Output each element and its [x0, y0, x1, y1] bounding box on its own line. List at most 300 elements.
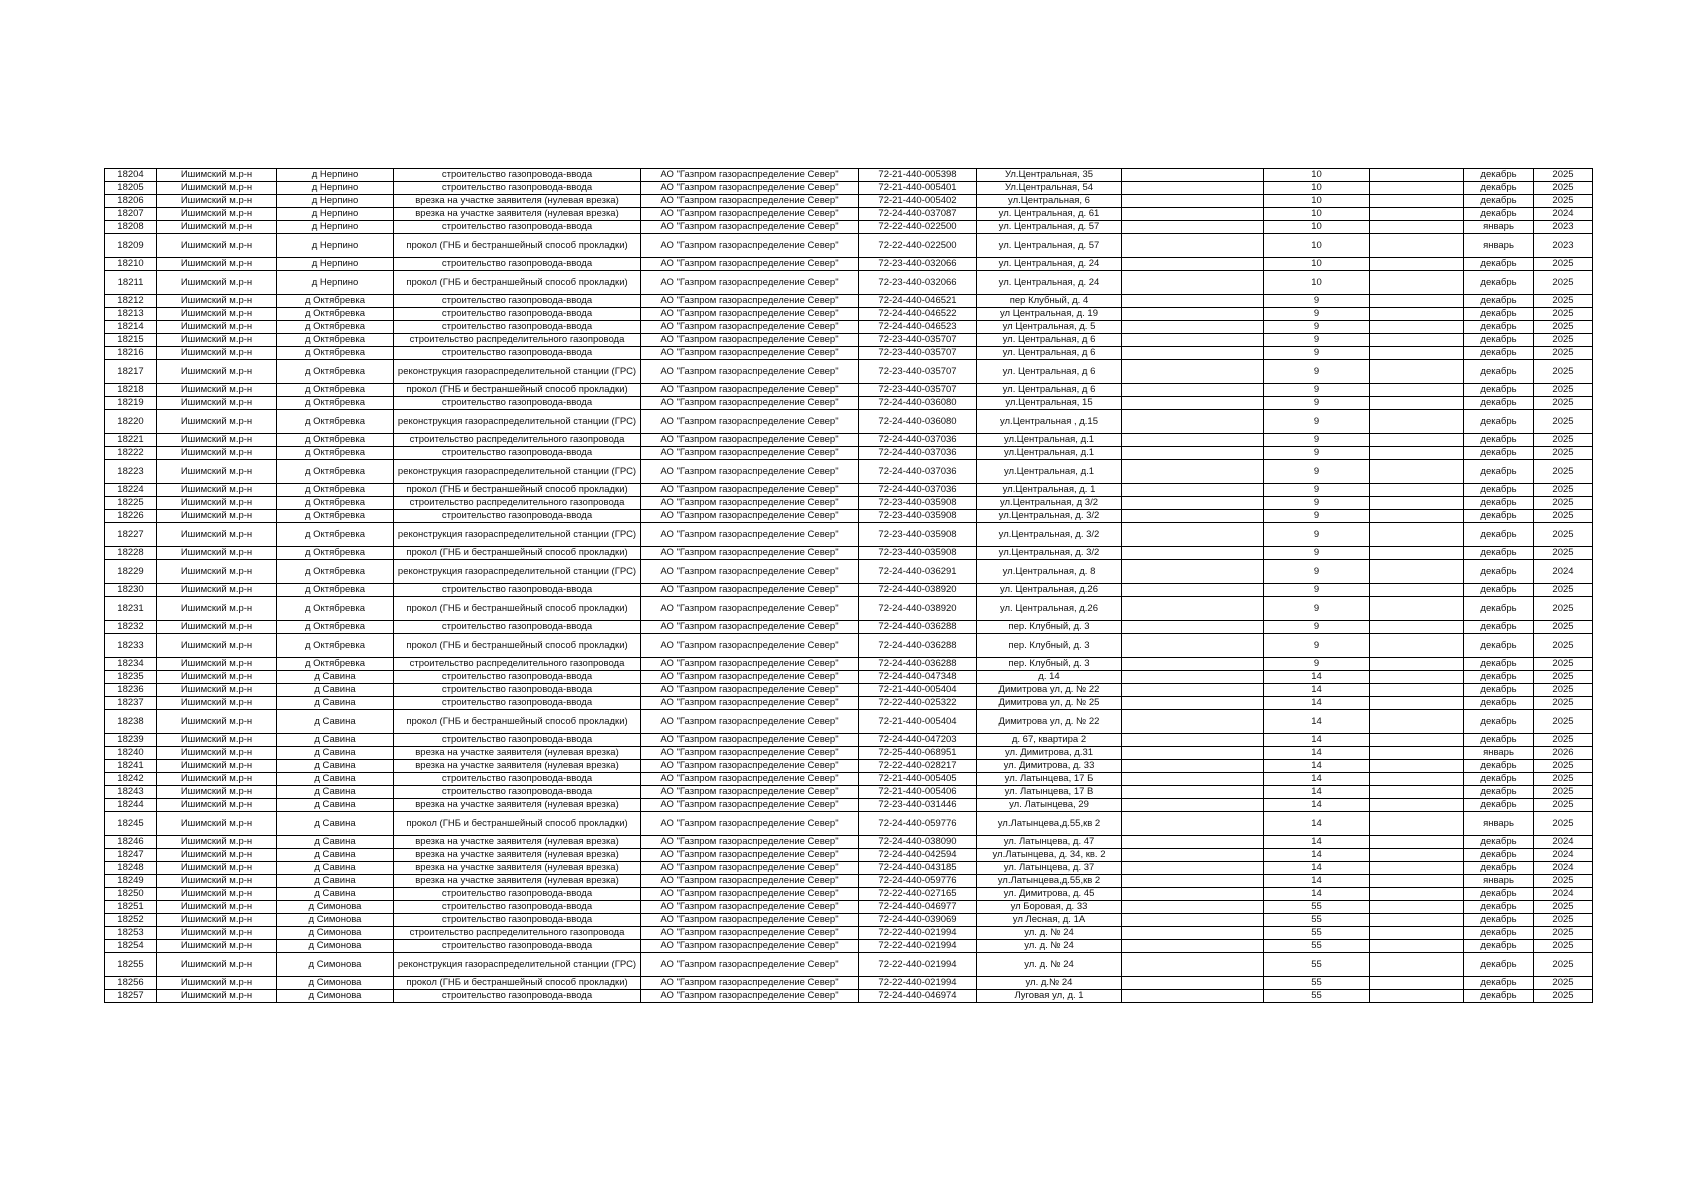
- organization-cell: АО "Газпром газораспределение Север": [641, 397, 859, 410]
- empty-cell: [1370, 786, 1464, 799]
- settlement-cell: д Савина: [277, 747, 394, 760]
- work-type-cell: строительство газопровода-ввода: [394, 697, 641, 710]
- empty-cell: [1370, 221, 1464, 234]
- year-cell: 2025: [1534, 812, 1593, 836]
- address-cell: ул.Латынцева,д.55,кв 2: [977, 875, 1122, 888]
- table-row: [105, 634, 1593, 658]
- settlement-cell: д Октябревка: [277, 634, 394, 658]
- organization-cell: АО "Газпром газораспределение Север": [641, 773, 859, 786]
- application-code-cell: 72-22-440-028217: [859, 760, 977, 773]
- organization-cell: АО "Газпром газораспределение Север": [641, 234, 859, 258]
- value-cell: 14: [1264, 747, 1370, 760]
- value-cell: 9: [1264, 334, 1370, 347]
- application-code-cell: 72-23-440-035908: [859, 497, 977, 510]
- empty-cell: [1370, 497, 1464, 510]
- organization-cell: АО "Газпром газораспределение Север": [641, 258, 859, 271]
- district-cell: Ишимский м.р-н: [157, 258, 277, 271]
- work-type-cell: строительство газопровода-ввода: [394, 773, 641, 786]
- empty-cell: [1370, 360, 1464, 384]
- month-cell: декабрь: [1464, 888, 1534, 901]
- month-cell: декабрь: [1464, 321, 1534, 334]
- empty-cell: [1370, 836, 1464, 849]
- empty-cell: [1122, 195, 1264, 208]
- application-code-cell: 72-21-440-005406: [859, 786, 977, 799]
- empty-cell: [1122, 597, 1264, 621]
- row-number-cell: 18236: [105, 684, 157, 697]
- empty-cell: [1370, 560, 1464, 584]
- settlement-cell: д Октябревка: [277, 658, 394, 671]
- work-type-cell: строительство газопровода-ввода: [394, 990, 641, 1003]
- application-code-cell: 72-24-440-039069: [859, 914, 977, 927]
- row-number-cell: 18217: [105, 360, 157, 384]
- year-cell: 2025: [1534, 990, 1593, 1003]
- value-cell: 9: [1264, 397, 1370, 410]
- year-cell: 2024: [1534, 836, 1593, 849]
- row-number-cell: 18207: [105, 208, 157, 221]
- empty-cell: [1370, 584, 1464, 597]
- empty-cell: [1370, 321, 1464, 334]
- empty-cell: [1370, 940, 1464, 953]
- value-cell: 10: [1264, 234, 1370, 258]
- application-code-cell: 72-23-440-035707: [859, 360, 977, 384]
- table-row: [105, 684, 1593, 697]
- row-number-cell: 18245: [105, 812, 157, 836]
- address-cell: Луговая ул, д. 1: [977, 990, 1122, 1003]
- row-number-cell: 18209: [105, 234, 157, 258]
- month-cell: декабрь: [1464, 434, 1534, 447]
- empty-cell: [1370, 747, 1464, 760]
- empty-cell: [1370, 410, 1464, 434]
- year-cell: 2025: [1534, 308, 1593, 321]
- work-type-cell: строительство распределительного газопровода: [394, 334, 641, 347]
- organization-cell: АО "Газпром газораспределение Север": [641, 862, 859, 875]
- settlement-cell: д Савина: [277, 786, 394, 799]
- district-cell: Ишимский м.р-н: [157, 434, 277, 447]
- value-cell: 9: [1264, 308, 1370, 321]
- application-code-cell: 72-24-440-037087: [859, 208, 977, 221]
- year-cell: 2025: [1534, 484, 1593, 497]
- work-type-cell: прокол (ГНБ и бестраншейный способ прокладки): [394, 710, 641, 734]
- settlement-cell: д Октябревка: [277, 497, 394, 510]
- organization-cell: АО "Газпром газораспределение Север": [641, 347, 859, 360]
- empty-cell: [1122, 799, 1264, 812]
- month-cell: декабрь: [1464, 658, 1534, 671]
- district-cell: Ишимский м.р-н: [157, 697, 277, 710]
- table-row: [105, 862, 1593, 875]
- empty-cell: [1370, 953, 1464, 977]
- work-type-cell: строительство газопровода-ввода: [394, 621, 641, 634]
- settlement-cell: д Симонова: [277, 953, 394, 977]
- year-cell: 2025: [1534, 697, 1593, 710]
- month-cell: январь: [1464, 747, 1534, 760]
- settlement-cell: д Нерпино: [277, 169, 394, 182]
- year-cell: 2025: [1534, 875, 1593, 888]
- organization-cell: АО "Газпром газораспределение Север": [641, 621, 859, 634]
- table-row: [105, 812, 1593, 836]
- district-cell: Ишимский м.р-н: [157, 812, 277, 836]
- organization-cell: АО "Газпром газораспределение Север": [641, 786, 859, 799]
- empty-cell: [1122, 914, 1264, 927]
- empty-cell: [1370, 901, 1464, 914]
- year-cell: 2025: [1534, 658, 1593, 671]
- address-cell: Димитрова ул, д. № 22: [977, 710, 1122, 734]
- organization-cell: АО "Газпром газораспределение Север": [641, 360, 859, 384]
- table-row: [105, 990, 1593, 1003]
- value-cell: 10: [1264, 258, 1370, 271]
- empty-cell: [1122, 434, 1264, 447]
- empty-cell: [1370, 334, 1464, 347]
- row-number-cell: 18206: [105, 195, 157, 208]
- organization-cell: АО "Газпром газораспределение Север": [641, 875, 859, 888]
- district-cell: Ишимский м.р-н: [157, 460, 277, 484]
- organization-cell: АО "Газпром газораспределение Север": [641, 697, 859, 710]
- application-code-cell: 72-21-440-005404: [859, 710, 977, 734]
- row-number-cell: 18257: [105, 990, 157, 1003]
- table-row: [105, 434, 1593, 447]
- table-row: [105, 510, 1593, 523]
- settlement-cell: д Симонова: [277, 914, 394, 927]
- year-cell: 2025: [1534, 597, 1593, 621]
- year-cell: 2025: [1534, 684, 1593, 697]
- year-cell: 2025: [1534, 258, 1593, 271]
- application-code-cell: 72-24-440-037036: [859, 447, 977, 460]
- empty-cell: [1122, 234, 1264, 258]
- table-row: [105, 447, 1593, 460]
- address-cell: пер. Клубный, д. 3: [977, 634, 1122, 658]
- organization-cell: АО "Газпром газораспределение Север": [641, 221, 859, 234]
- address-cell: ул. Центральная, д.26: [977, 584, 1122, 597]
- year-cell: 2025: [1534, 295, 1593, 308]
- work-type-cell: строительство газопровода-ввода: [394, 888, 641, 901]
- year-cell: 2025: [1534, 710, 1593, 734]
- work-type-cell: строительство газопровода-ввода: [394, 901, 641, 914]
- row-number-cell: 18226: [105, 510, 157, 523]
- organization-cell: АО "Газпром газораспределение Север": [641, 308, 859, 321]
- settlement-cell: д Октябревка: [277, 584, 394, 597]
- month-cell: декабрь: [1464, 258, 1534, 271]
- row-number-cell: 18237: [105, 697, 157, 710]
- value-cell: 55: [1264, 927, 1370, 940]
- settlement-cell: д Нерпино: [277, 258, 394, 271]
- value-cell: 55: [1264, 953, 1370, 977]
- work-type-cell: реконструкция газораспределительной станции (ГРС): [394, 560, 641, 584]
- address-cell: ул. д. № 24: [977, 940, 1122, 953]
- address-cell: ул. Центральная, д. 57: [977, 234, 1122, 258]
- work-type-cell: прокол (ГНБ и бестраншейный способ прокладки): [394, 597, 641, 621]
- value-cell: 10: [1264, 208, 1370, 221]
- year-cell: 2025: [1534, 384, 1593, 397]
- value-cell: 9: [1264, 560, 1370, 584]
- year-cell: 2025: [1534, 953, 1593, 977]
- table-row: [105, 308, 1593, 321]
- empty-cell: [1122, 497, 1264, 510]
- district-cell: Ишимский м.р-н: [157, 384, 277, 397]
- empty-cell: [1122, 812, 1264, 836]
- application-code-cell: 72-24-440-036080: [859, 397, 977, 410]
- row-number-cell: 18215: [105, 334, 157, 347]
- settlement-cell: д Октябревка: [277, 360, 394, 384]
- application-code-cell: 72-24-440-038920: [859, 597, 977, 621]
- settlement-cell: д Октябревка: [277, 295, 394, 308]
- settlement-cell: д Октябревка: [277, 621, 394, 634]
- address-cell: ул. Центральная, д 6: [977, 347, 1122, 360]
- organization-cell: АО "Газпром газораспределение Север": [641, 927, 859, 940]
- district-cell: Ишимский м.р-н: [157, 862, 277, 875]
- value-cell: 14: [1264, 760, 1370, 773]
- value-cell: 14: [1264, 888, 1370, 901]
- organization-cell: АО "Газпром газораспределение Север": [641, 940, 859, 953]
- month-cell: декабрь: [1464, 597, 1534, 621]
- work-type-cell: врезка на участке заявителя (нулевая врезка): [394, 836, 641, 849]
- work-type-cell: врезка на участке заявителя (нулевая врезка): [394, 862, 641, 875]
- settlement-cell: д Савина: [277, 684, 394, 697]
- value-cell: 9: [1264, 597, 1370, 621]
- application-code-cell: 72-21-440-005405: [859, 773, 977, 786]
- empty-cell: [1122, 584, 1264, 597]
- organization-cell: АО "Газпром газораспределение Север": [641, 584, 859, 597]
- application-code-cell: 72-21-440-005398: [859, 169, 977, 182]
- settlement-cell: д Савина: [277, 697, 394, 710]
- row-number-cell: 18219: [105, 397, 157, 410]
- row-number-cell: 18255: [105, 953, 157, 977]
- year-cell: 2025: [1534, 510, 1593, 523]
- month-cell: декабрь: [1464, 295, 1534, 308]
- empty-cell: [1370, 484, 1464, 497]
- empty-cell: [1370, 990, 1464, 1003]
- empty-cell: [1122, 760, 1264, 773]
- application-code-cell: 72-24-440-036288: [859, 658, 977, 671]
- year-cell: 2025: [1534, 523, 1593, 547]
- table-row: [105, 497, 1593, 510]
- district-cell: Ишимский м.р-н: [157, 747, 277, 760]
- value-cell: 55: [1264, 914, 1370, 927]
- month-cell: январь: [1464, 812, 1534, 836]
- value-cell: 9: [1264, 510, 1370, 523]
- application-code-cell: 72-24-440-046521: [859, 295, 977, 308]
- organization-cell: АО "Газпром газораспределение Север": [641, 597, 859, 621]
- application-code-cell: 72-24-440-036288: [859, 634, 977, 658]
- year-cell: 2025: [1534, 760, 1593, 773]
- district-cell: Ишимский м.р-н: [157, 497, 277, 510]
- year-cell: 2025: [1534, 497, 1593, 510]
- table-row: [105, 621, 1593, 634]
- value-cell: 14: [1264, 836, 1370, 849]
- year-cell: 2025: [1534, 977, 1593, 990]
- month-cell: декабрь: [1464, 484, 1534, 497]
- row-number-cell: 18214: [105, 321, 157, 334]
- value-cell: 9: [1264, 658, 1370, 671]
- value-cell: 14: [1264, 786, 1370, 799]
- district-cell: Ишимский м.р-н: [157, 334, 277, 347]
- table-row: [105, 560, 1593, 584]
- address-cell: ул.Латынцева,д.55,кв 2: [977, 812, 1122, 836]
- work-type-cell: строительство газопровода-ввода: [394, 914, 641, 927]
- row-number-cell: 18212: [105, 295, 157, 308]
- empty-cell: [1122, 547, 1264, 560]
- address-cell: пер. Клубный, д. 3: [977, 658, 1122, 671]
- row-number-cell: 18204: [105, 169, 157, 182]
- address-cell: ул.Центральная, д. 3/2: [977, 547, 1122, 560]
- district-cell: Ишимский м.р-н: [157, 547, 277, 560]
- address-cell: ул. Димитрова, д.31: [977, 747, 1122, 760]
- empty-cell: [1370, 773, 1464, 786]
- table-row: [105, 977, 1593, 990]
- empty-cell: [1122, 734, 1264, 747]
- row-number-cell: 18251: [105, 901, 157, 914]
- application-code-cell: 72-21-440-005401: [859, 182, 977, 195]
- organization-cell: АО "Газпром газораспределение Север": [641, 497, 859, 510]
- address-cell: Ул.Центральная, 35: [977, 169, 1122, 182]
- empty-cell: [1370, 447, 1464, 460]
- row-number-cell: 18211: [105, 271, 157, 295]
- district-cell: Ишимский м.р-н: [157, 875, 277, 888]
- year-cell: 2025: [1534, 940, 1593, 953]
- table-row: [105, 584, 1593, 597]
- year-cell: 2025: [1534, 786, 1593, 799]
- district-cell: Ишимский м.р-н: [157, 484, 277, 497]
- table-row: [105, 710, 1593, 734]
- empty-cell: [1122, 308, 1264, 321]
- year-cell: 2025: [1534, 347, 1593, 360]
- value-cell: 10: [1264, 271, 1370, 295]
- year-cell: 2023: [1534, 221, 1593, 234]
- empty-cell: [1122, 321, 1264, 334]
- row-number-cell: 18210: [105, 258, 157, 271]
- month-cell: декабрь: [1464, 584, 1534, 597]
- year-cell: 2025: [1534, 182, 1593, 195]
- empty-cell: [1122, 684, 1264, 697]
- month-cell: декабрь: [1464, 560, 1534, 584]
- value-cell: 9: [1264, 547, 1370, 560]
- work-type-cell: прокол (ГНБ и бестраншейный способ прокладки): [394, 634, 641, 658]
- table-row: [105, 734, 1593, 747]
- row-number-cell: 18253: [105, 927, 157, 940]
- organization-cell: АО "Газпром газораспределение Север": [641, 460, 859, 484]
- application-code-cell: 72-24-440-038090: [859, 836, 977, 849]
- row-number-cell: 18240: [105, 747, 157, 760]
- district-cell: Ишимский м.р-н: [157, 221, 277, 234]
- value-cell: 14: [1264, 671, 1370, 684]
- value-cell: 10: [1264, 221, 1370, 234]
- month-cell: декабрь: [1464, 510, 1534, 523]
- settlement-cell: д Симонова: [277, 927, 394, 940]
- settlement-cell: д Октябревка: [277, 460, 394, 484]
- empty-cell: [1122, 334, 1264, 347]
- empty-cell: [1370, 208, 1464, 221]
- table-row: [105, 760, 1593, 773]
- settlement-cell: д Октябревка: [277, 484, 394, 497]
- organization-cell: АО "Газпром газораспределение Север": [641, 953, 859, 977]
- address-cell: ул. Латынцева, д. 47: [977, 836, 1122, 849]
- application-code-cell: 72-23-440-035707: [859, 347, 977, 360]
- district-cell: Ишимский м.р-н: [157, 940, 277, 953]
- month-cell: декабрь: [1464, 901, 1534, 914]
- organization-cell: АО "Газпром газораспределение Север": [641, 849, 859, 862]
- settlement-cell: д Симонова: [277, 977, 394, 990]
- address-cell: ул Центральная, д. 5: [977, 321, 1122, 334]
- organization-cell: АО "Газпром газораспределение Север": [641, 434, 859, 447]
- district-cell: Ишимский м.р-н: [157, 888, 277, 901]
- work-type-cell: прокол (ГНБ и бестраншейный способ прокладки): [394, 384, 641, 397]
- month-cell: декабрь: [1464, 836, 1534, 849]
- row-number-cell: 18241: [105, 760, 157, 773]
- month-cell: декабрь: [1464, 990, 1534, 1003]
- row-number-cell: 18218: [105, 384, 157, 397]
- settlement-cell: д Нерпино: [277, 221, 394, 234]
- month-cell: декабрь: [1464, 634, 1534, 658]
- value-cell: 9: [1264, 347, 1370, 360]
- year-cell: 2025: [1534, 334, 1593, 347]
- value-cell: 9: [1264, 460, 1370, 484]
- address-cell: ул.Центральная, д.1: [977, 434, 1122, 447]
- empty-cell: [1370, 697, 1464, 710]
- district-cell: Ишимский м.р-н: [157, 169, 277, 182]
- district-cell: Ишимский м.р-н: [157, 234, 277, 258]
- district-cell: Ишимский м.р-н: [157, 597, 277, 621]
- settlement-cell: д Нерпино: [277, 182, 394, 195]
- organization-cell: АО "Газпром газораспределение Север": [641, 169, 859, 182]
- district-cell: Ишимский м.р-н: [157, 321, 277, 334]
- month-cell: декабрь: [1464, 208, 1534, 221]
- year-cell: 2025: [1534, 734, 1593, 747]
- year-cell: 2026: [1534, 747, 1593, 760]
- organization-cell: АО "Газпром газораспределение Север": [641, 523, 859, 547]
- table-row: [105, 927, 1593, 940]
- year-cell: 2025: [1534, 460, 1593, 484]
- district-cell: Ишимский м.р-н: [157, 621, 277, 634]
- empty-cell: [1122, 347, 1264, 360]
- address-cell: ул.Центральная, 6: [977, 195, 1122, 208]
- organization-cell: АО "Газпром газораспределение Север": [641, 760, 859, 773]
- district-cell: Ишимский м.р-н: [157, 684, 277, 697]
- value-cell: 14: [1264, 849, 1370, 862]
- address-cell: ул.Центральная, 15: [977, 397, 1122, 410]
- empty-cell: [1370, 914, 1464, 927]
- month-cell: декабрь: [1464, 547, 1534, 560]
- empty-cell: [1122, 977, 1264, 990]
- district-cell: Ишимский м.р-н: [157, 773, 277, 786]
- organization-cell: АО "Газпром газораспределение Север": [641, 384, 859, 397]
- settlement-cell: д Нерпино: [277, 271, 394, 295]
- row-number-cell: 18220: [105, 410, 157, 434]
- table-row: [105, 484, 1593, 497]
- work-type-cell: врезка на участке заявителя (нулевая врезка): [394, 760, 641, 773]
- value-cell: 9: [1264, 584, 1370, 597]
- value-cell: 14: [1264, 875, 1370, 888]
- row-number-cell: 18247: [105, 849, 157, 862]
- year-cell: 2024: [1534, 560, 1593, 584]
- table-row: [105, 849, 1593, 862]
- work-type-cell: реконструкция газораспределительной станции (ГРС): [394, 460, 641, 484]
- work-type-cell: строительство газопровода-ввода: [394, 182, 641, 195]
- district-cell: Ишимский м.р-н: [157, 786, 277, 799]
- month-cell: декабрь: [1464, 760, 1534, 773]
- application-code-cell: 72-23-440-032066: [859, 258, 977, 271]
- organization-cell: АО "Газпром газораспределение Север": [641, 410, 859, 434]
- row-number-cell: 18232: [105, 621, 157, 634]
- district-cell: Ишимский м.р-н: [157, 710, 277, 734]
- address-cell: ул.Центральная , д.15: [977, 410, 1122, 434]
- district-cell: Ишимский м.р-н: [157, 734, 277, 747]
- month-cell: декабрь: [1464, 684, 1534, 697]
- empty-cell: [1122, 397, 1264, 410]
- month-cell: декабрь: [1464, 384, 1534, 397]
- month-cell: декабрь: [1464, 397, 1534, 410]
- application-code-cell: 72-24-440-046974: [859, 990, 977, 1003]
- district-cell: Ишимский м.р-н: [157, 347, 277, 360]
- table-row: [105, 671, 1593, 684]
- application-code-cell: 72-24-440-047203: [859, 734, 977, 747]
